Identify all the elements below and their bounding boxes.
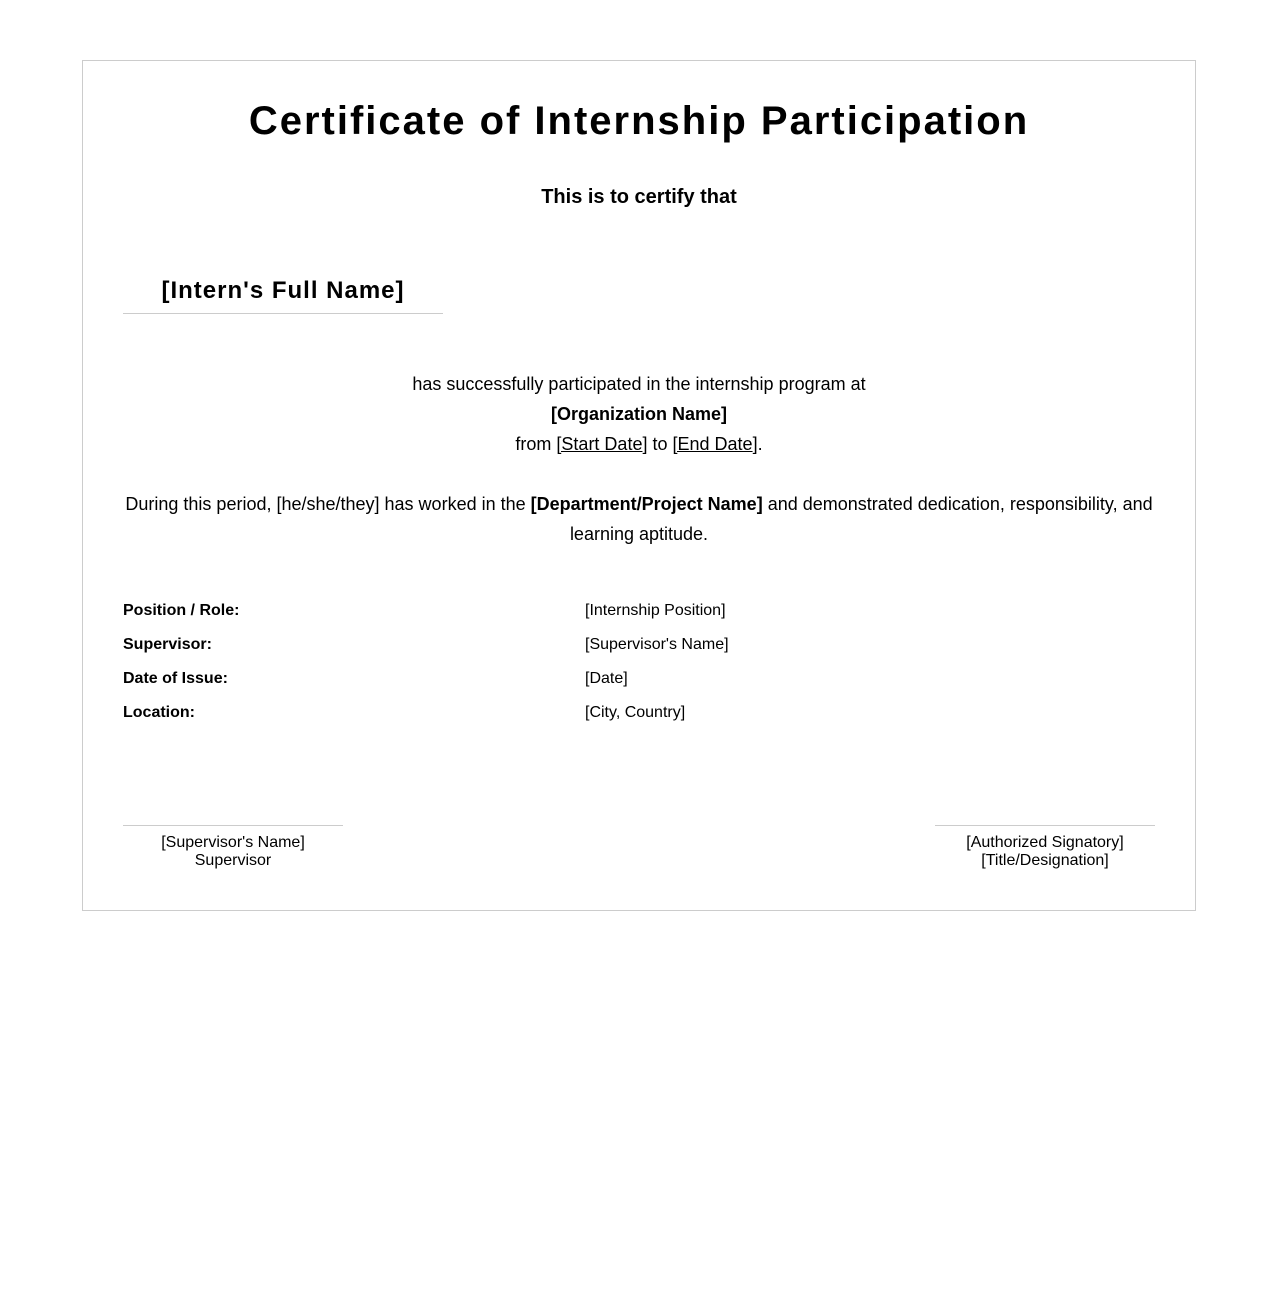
detail-value: [Supervisor's Name]	[585, 636, 729, 653]
detail-row-position	[123, 594, 1155, 628]
participation-line: has successfully participated in the internship program at	[412, 374, 866, 394]
detail-label: Date of Issue:	[123, 670, 228, 687]
start-date-bracket: ]	[642, 434, 648, 454]
intern-name-block	[123, 277, 443, 314]
signature-name: [Supervisor's Name]	[161, 834, 305, 851]
intern-name: [Intern's Full Name]	[161, 277, 405, 304]
department-name: [Department/Project Name]	[530, 494, 763, 514]
certify-subtitle: This is to certify that	[541, 186, 737, 208]
end-date-bracket: ].	[752, 434, 763, 454]
detail-row-location	[123, 696, 1155, 730]
authorized-signature-block	[935, 825, 1155, 870]
period-paragraph	[123, 489, 1155, 549]
signature-name: [Authorized Signatory]	[966, 834, 1124, 851]
supervisor-signature-block	[123, 825, 343, 870]
detail-label: Location:	[123, 704, 195, 721]
details-table	[123, 594, 1155, 730]
certificate-container	[82, 60, 1196, 911]
period-text-after: and demonstrated dedication, responsibility, and learning aptitude.	[569, 494, 1153, 544]
period-text-before: During this period, [he/she/they] has worked in the	[125, 494, 531, 514]
detail-value: [Internship Position]	[585, 602, 726, 619]
organization-name: [Organization Name]	[550, 404, 728, 424]
detail-row-supervisor	[123, 628, 1155, 662]
signature-role: [Title/Designation]	[981, 852, 1109, 869]
date-range	[515, 434, 762, 454]
certificate-title: Certificate of Internship Participation	[248, 99, 1030, 143]
participation-text	[123, 369, 1155, 459]
end-date: [End Date	[672, 434, 753, 454]
signature-role: Supervisor	[194, 852, 272, 869]
detail-row-date-of-issue	[123, 662, 1155, 696]
date-to-label: to	[647, 434, 673, 454]
date-from-label: from	[515, 434, 557, 454]
detail-value: [City, Country]	[585, 704, 686, 721]
detail-value: [Date]	[585, 670, 628, 687]
start-date: [Start Date	[556, 434, 643, 454]
detail-label: Supervisor:	[123, 636, 212, 653]
detail-label: Position / Role:	[123, 602, 240, 619]
